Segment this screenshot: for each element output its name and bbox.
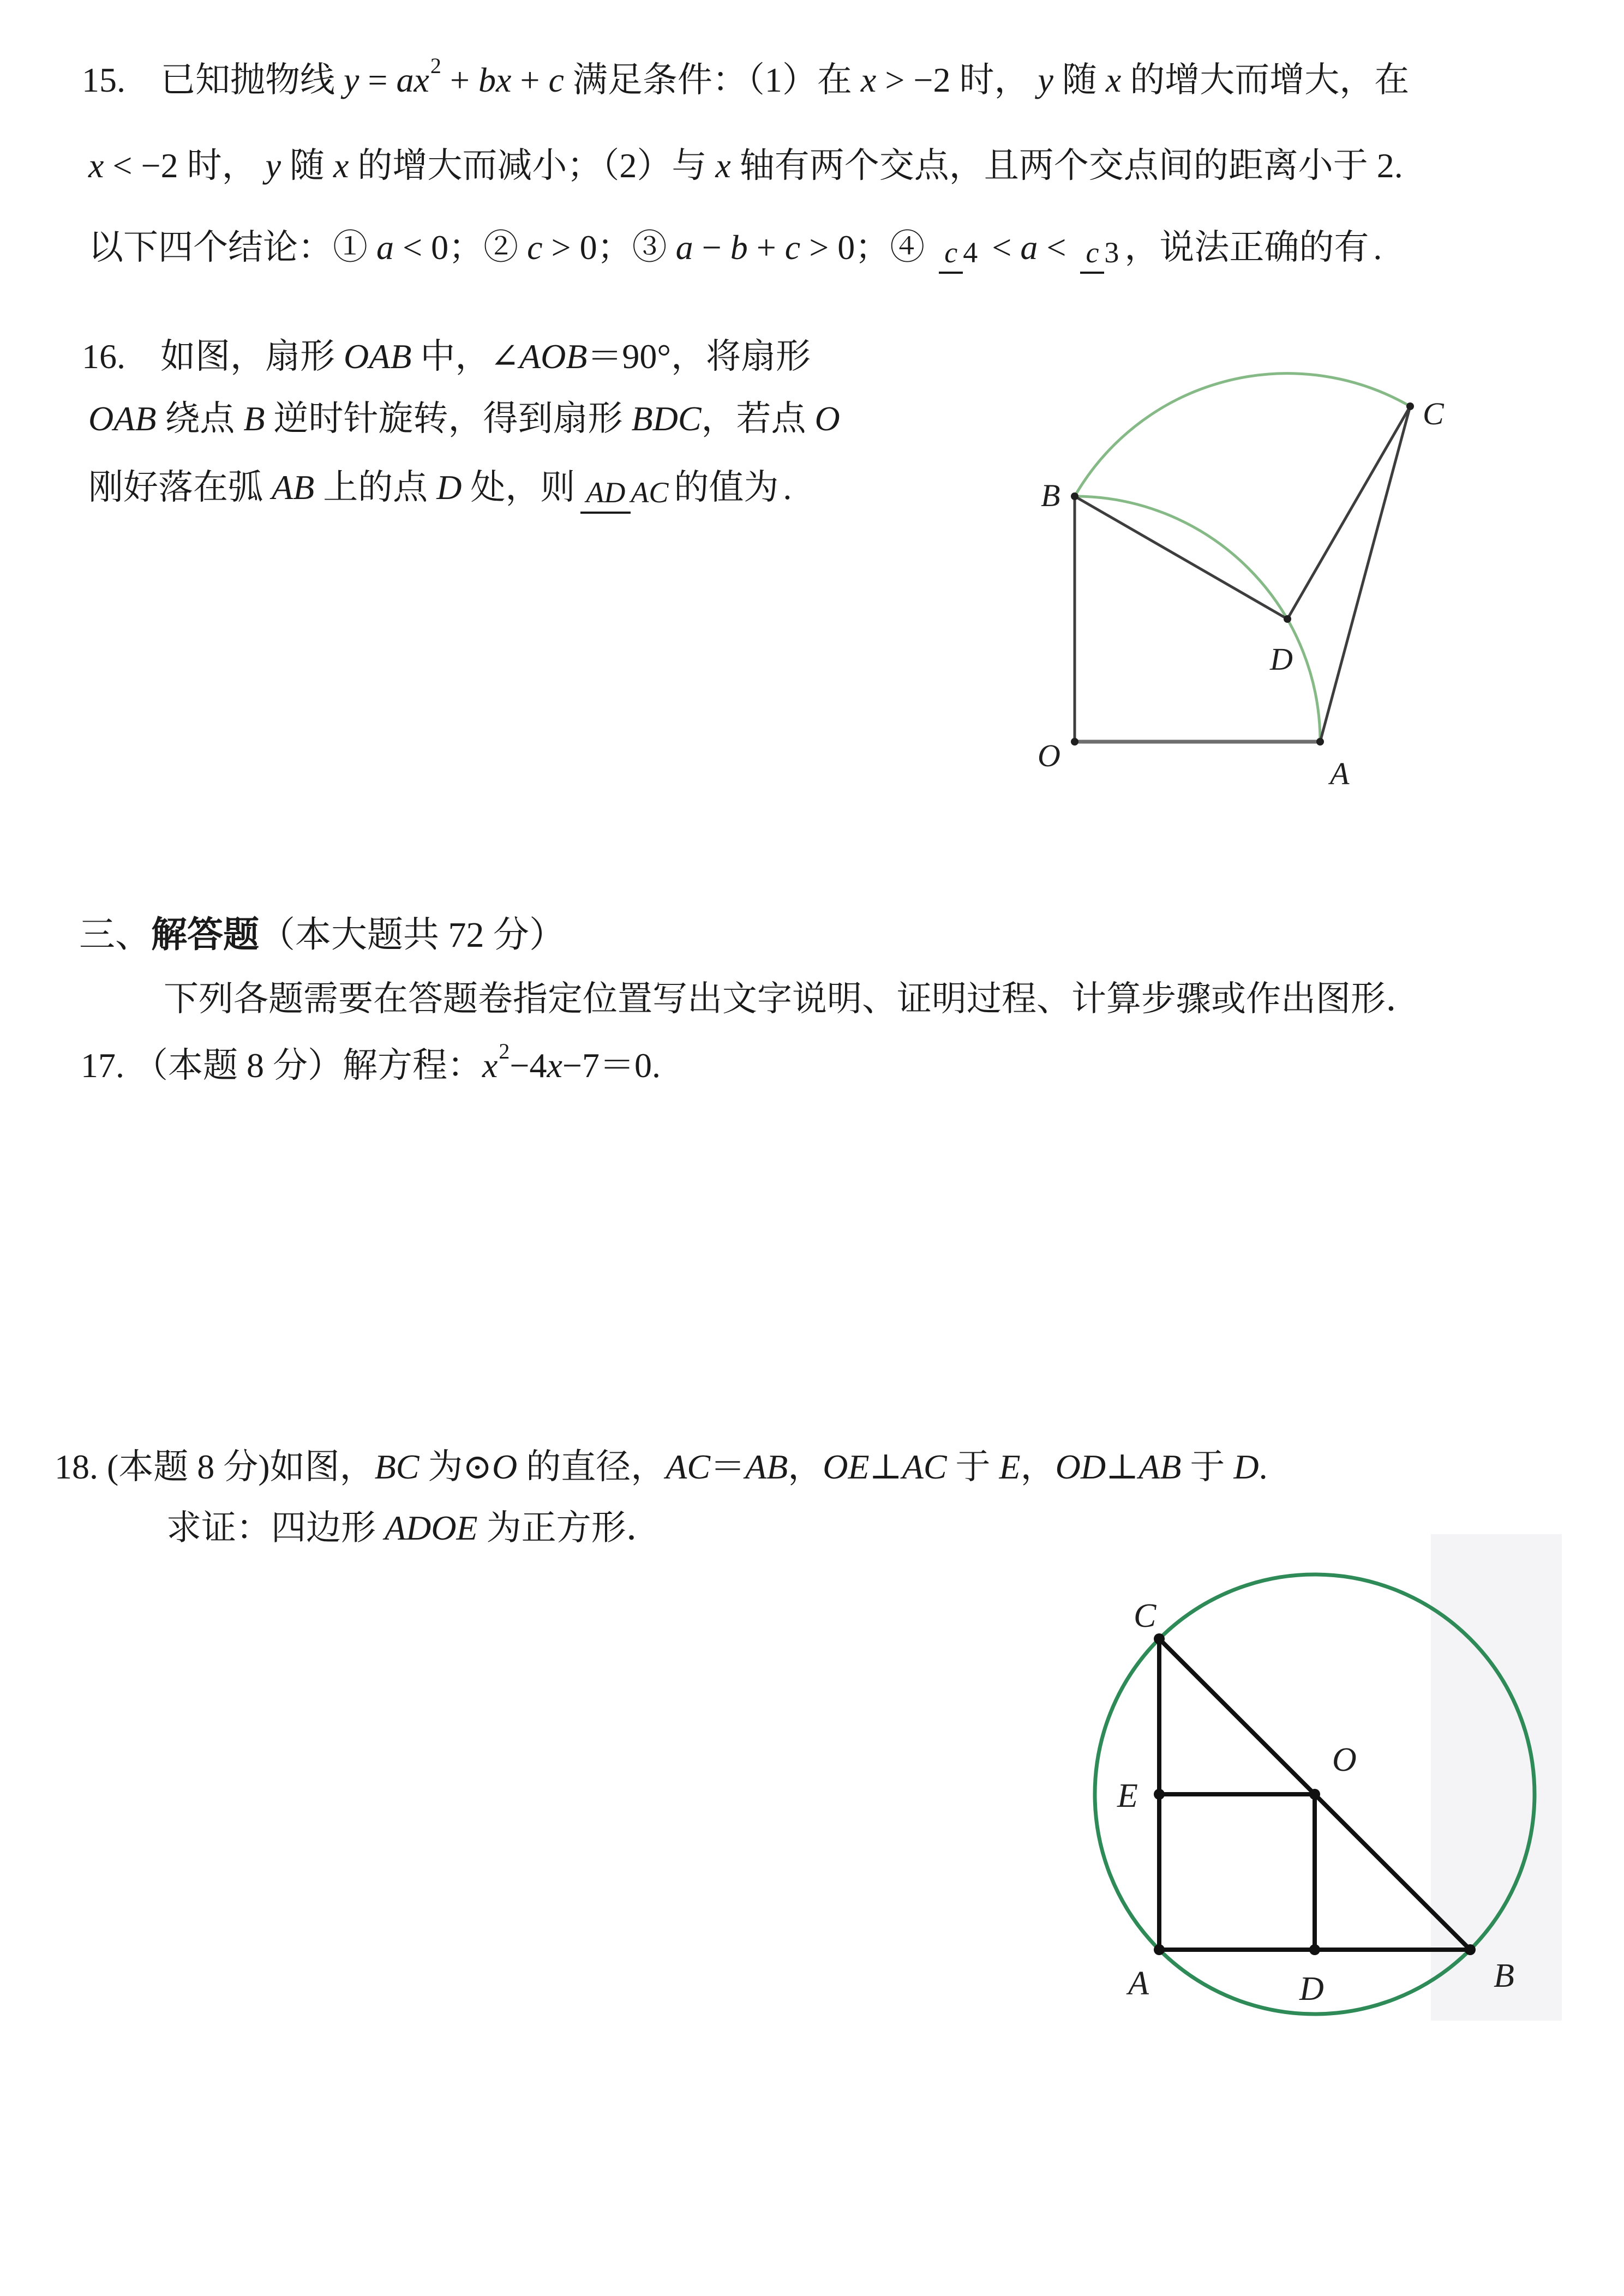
point-A [1316,738,1324,746]
point-B [1071,492,1078,500]
q18-figure [1064,1519,1609,2042]
section3-note: 下列各题需要在答题卷指定位置写出文字说明、证明过程、计算步骤或作出图形． [164,979,1421,1018]
q16-figure [1026,338,1598,802]
label-A: A [1128,1965,1149,2002]
segment-DC [1287,406,1410,619]
point-C [1154,1633,1165,1644]
segment-CA [1320,406,1410,742]
point-O [1309,1789,1320,1800]
label-B: B [1494,1957,1514,1994]
label-B: B [1041,478,1060,513]
q16-line3: 刚好落在弧 AB 上的点 D 处，则 AD AC 的值为 . [88,465,792,510]
q15-line2: x < −2 时， y 随 x 的增大而减小；（2）与 x 轴有两个交点，且两个交点间的距离小于 2. [88,146,1403,185]
point-D [1284,615,1291,623]
label-E: E [1117,1777,1138,1814]
label-O: O [1038,738,1060,773]
q16-line2: OAB 绕点 B 逆时针旋转，得到扇形 BDC，若点 O [88,399,840,438]
label-O: O [1332,1741,1357,1778]
q15-line3: 以下四个结论：① a < 0；② c > 0；③ a − b + c > 0；④ c 4 < a < c 3 ，说法正确的有 . [88,225,1382,270]
q15-line1: 15. 已知抛物线 $y = ax^2$ + bx + c 满足条件：（1）在 x > −2 时， y 随 x 的增大而增大，在 [82,53,1410,99]
point-A [1154,1944,1165,1955]
point-B [1465,1944,1476,1955]
point-D [1309,1944,1320,1955]
q17-line: 17. （本题 8 分）解方程：$x^2-4x-7=0$. [81,1039,661,1085]
label-C: C [1134,1597,1156,1634]
arc-AB-of-sector-OAB [1075,496,1320,742]
section3-title: 三、解答题（本大题共 72 分） [79,915,565,955]
segment-BD [1075,496,1287,619]
sector-diagram [1026,338,1598,802]
point-C [1406,402,1414,410]
circle-diagram [1064,1519,1609,2042]
label-A: A [1330,756,1350,791]
point-E [1154,1789,1165,1800]
arc-BC-of-rotated-sector [1075,374,1410,496]
point-O [1071,738,1078,746]
q18-line2: 求证：四边形 ADOE 为正方形． [166,1508,661,1547]
q18-line1: 18. (本题 8 分)如图，BC 为⊙O 的直径，AC＝AB，OE⊥AC 于 E，OD⊥AB 于 D. [55,1447,1268,1486]
label-C: C [1423,396,1444,431]
q16-line1: 16. 如图，扇形 OAB 中，∠AOB＝90°，将扇形 [82,337,811,376]
label-D: D [1299,1970,1324,2008]
label-D: D [1270,641,1293,677]
